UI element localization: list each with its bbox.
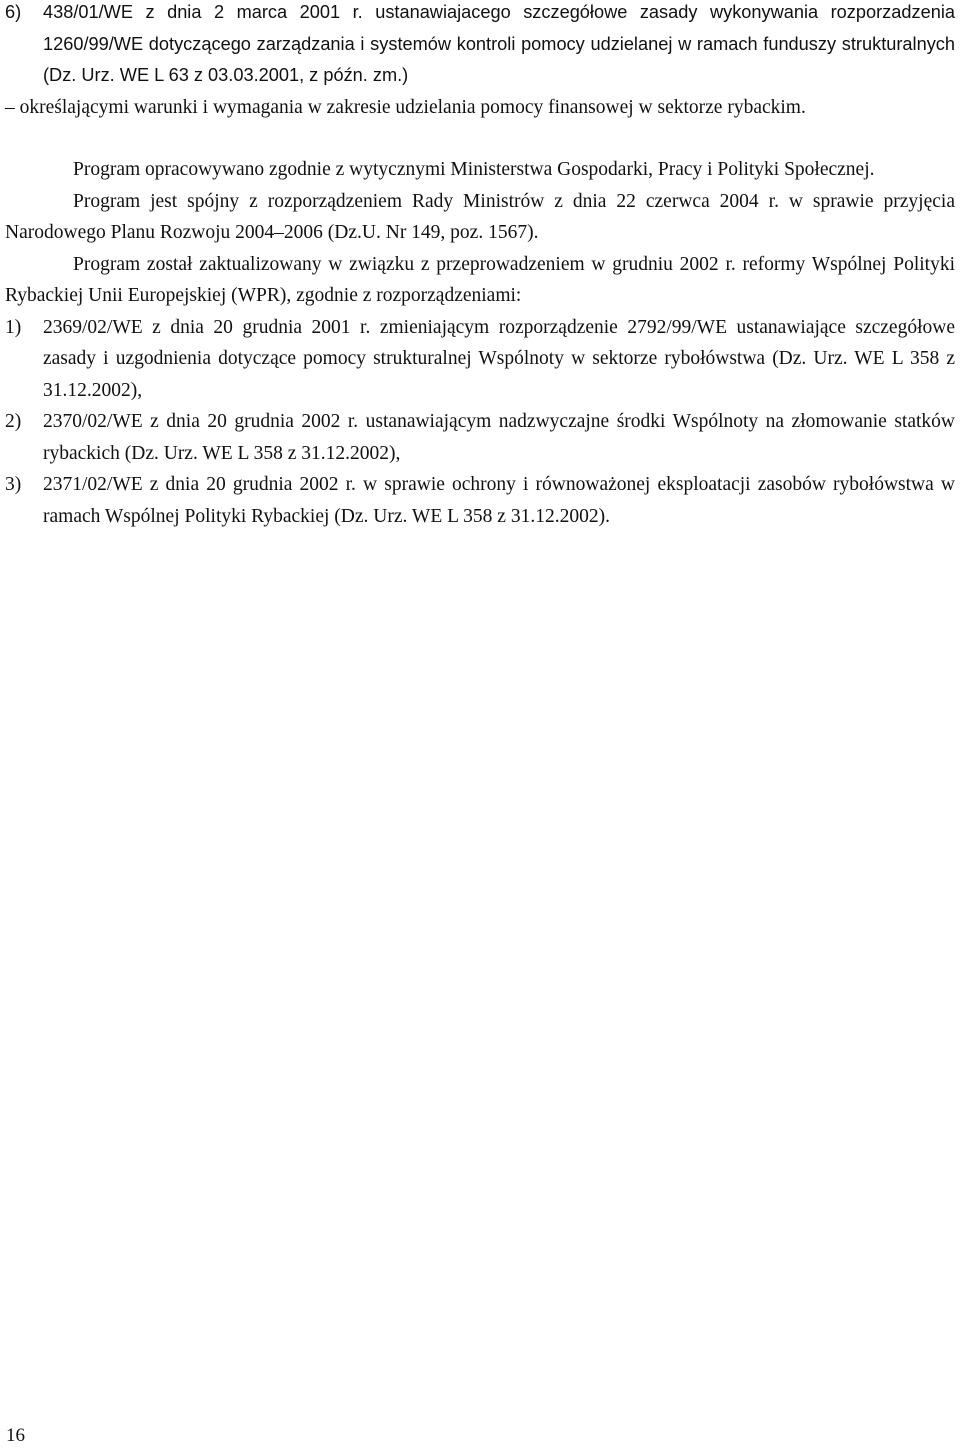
list-item-3 [5,469,955,532]
list-item-text: 2369/02/WE z dnia 20 grudnia 2001 r. zmieniającym rozporządzenie 2792/99/WE ustanawiające szczegółowe zasady i uzgodnienia dotyczące pomocy strukturalnej Wspólnoty w sektorze rybołówstwa (Dz. Urz. WE L 358 z 31.12.2002), [43,316,955,401]
list-item-2 [5,406,955,469]
list-item-1 [5,312,955,407]
list-item-text: 2371/02/WE z dnia 20 grudnia 2002 r. w sprawie ochrony i równoważonej eksploatacji zasobów rybołówstwa w ramach Wspólnej Polityki Rybackiej (Dz. Urz. WE L 358 z 31.12.2002). [43,474,955,527]
paragraph-guidelines: Program opracowywano zgodnie z wytycznymi Ministerstwa Gospodarki, Pracy i Polityki Społecznej. [73,159,875,180]
list-item-number: 6) [5,2,22,22]
paragraph-update: Program został zaktualizowany w związku z przeprowadzeniem w grudniu 2002 r. reformy Wspólnej Polityki Rybackiej Unii Europejskiej (WPR), zgodnie z rozporządzeniami: [5,253,955,306]
paragraph-consistency: Program jest spójny z rozporządzeniem Rady Ministrów z dnia 22 czerwca 2004 r. w sprawie przyjęcia Narodowego Planu Rozwoju 2004–2006 (Dz.U. Nr 149, poz. 1567). [5,190,955,243]
page-content [5,0,955,532]
list-item-text: 2370/02/WE z dnia 20 grudnia 2002 r. ustanawiającym nadzwyczajne środki Wspólnoty na złomowanie statków rybackich (Dz. Urz. WE L 358 z 31.12.2002), [43,411,955,464]
dash-line-text: – określającymi warunki i wymagania w zakresie udzielania pomocy finansowej w sektorze rybackim. [5,96,806,118]
list-item-number: 2) [5,411,22,432]
page-number: 16 [6,1425,25,1446]
list-item-number: 1) [5,316,22,338]
list-item-text: 438/01/WE z dnia 2 marca 2001 r. ustanawiajacego szczegółowe zasady wykonywania rozporzadzenia 1260/99/WE dotyczącego zarządzania i systemów kontroli pomocy udzielanej w ramach funduszy strukturalnych (Dz. Urz. WE L 63 z 03.03.2001, z późn. zm.) [43,2,955,85]
paragraph-gap [5,123,955,154]
list-item-number: 3) [5,474,22,495]
list-item-6 [5,0,955,92]
